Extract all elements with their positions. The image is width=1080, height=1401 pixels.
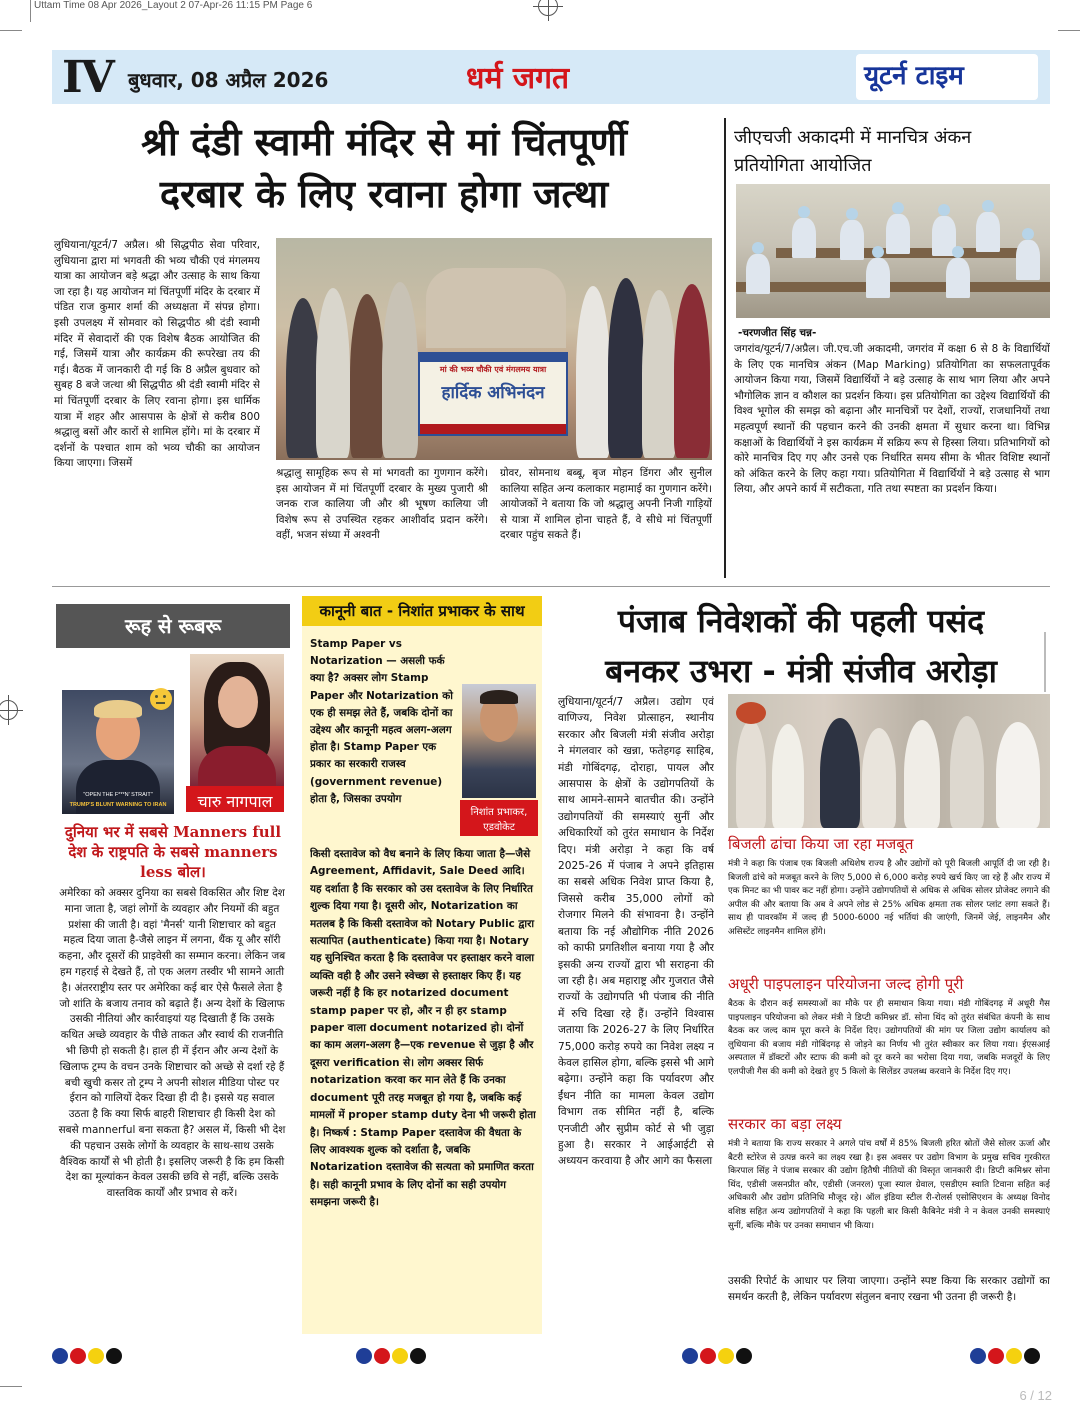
photo-person: [576, 286, 610, 458]
column-subheadline: दुनिया भर में सबसे Manners full देश के राष्ट्रपति के सबसे manners less बोल।: [64, 823, 282, 881]
banner-band: [420, 354, 566, 362]
story3-subhead-3: सरकार का बड़ा लक्ष्य: [728, 1115, 842, 1133]
page-number: IV: [62, 52, 113, 103]
column-title: रूह से रूबरू: [124, 614, 222, 638]
photo-person: [426, 268, 566, 348]
story3-headline-line1: पंजाब निवेशकों की पहली पसंद: [617, 602, 985, 640]
photo-person: [736, 720, 766, 828]
photo-student: [792, 218, 816, 258]
column-divider: [724, 118, 726, 578]
story3-headline: [556, 596, 1046, 696]
lawyer-role: एडवोकेट: [483, 822, 515, 833]
color-dot-red: [374, 1348, 390, 1364]
registration-mark-left: [0, 700, 18, 720]
banner-line2: हार्दिक अभिनंदन: [441, 383, 545, 403]
color-dot-blue: [682, 1348, 698, 1364]
crop-mark: [1058, 30, 1080, 31]
story1-body-col2: श्रद्धालु सामूहिक रूप से मां भगवती का गुणगान करेंगे। इस आयोजन में मां चिंतपूर्णी दरबार के मुख्य पुजारी श्री जनक राज कालिया जी और श्री भूषण कालिया जी विशेष रूप से उपस्थित रहकर आशीर्वाद प्रदान करेंगे। वहीं, भजन संध्या में अश्वनी: [276, 467, 488, 542]
story3-subbody-1: मंत्री ने कहा कि पंजाब एक बिजली अधिशेष राज्य है और उद्योगों को पूरी बिजली आपूर्ति दी जा रही है। बिजली ढांचे को मजबूत करने के लिए 5,000 से 6,000 करोड़ रुपये खर्च किए जा रहे हैं और राज्य में एक मिनट का भी पावर कट नहीं होगा। उन्होंने उद्योगपतियों से अधिक से अधिक सोलर प्रोजेक्ट लगाने की अपील की और बताया कि अब वे अपने लोड से 25% अधिक क्षमता तक सोलर प्लांट लगा सकते हैं। साथ ही पावरकॉम में जल्द ही 5000-6000 नई भर्तियां की जाएंगी, जिनमें जेई, लाइनमैन और असिस्टेंट लाइनमैन शामिल होंगे।: [728, 859, 1050, 937]
photo-student: [1016, 240, 1040, 280]
story1-headline-line1: श्री दंडी स्वामी मंदिर से मां चिंतपूर्णी: [141, 120, 627, 164]
print-slug: Uttam Time 08 Apr 2026_Layout 2 07-Apr-26 11:15 PM Page 6: [34, 0, 313, 11]
photo-student: [976, 212, 1000, 252]
photo-turban: [736, 702, 766, 724]
story3-subbody-2: बैठक के दौरान कई समस्याओं का मौके पर ही समाधान किया गया। मंडी गोबिंदगढ़ में अधूरी गैस पाइपलाइन परियोजना को लेकर मंत्री ने डिप्टी कमिश्नर डॉ. सोना थिंद को तुरंत संबंधित कंपनी के साथ बैठक कर जल्द काम पूरा करने के निर्देश दिए। उद्योगपतियों की मांग पर जिला उद्योग कार्यालय को लुधियाना की बजाय मंडी गोबिंदगढ़ से जोड़ने का निर्णय भी तुरंत स्वीकार कर लिया गया। ईएसआई अस्पताल में डॉक्टरों और स्टाफ की कमी को दूर करने का भरोसा दिया गया, जबकि मजदूरों के लिए एलपीजी गैस की कमी को देखते हुए 5 किलो के सिलेंडर उपलब्ध करवाने के निर्देश दिए गए।: [728, 999, 1050, 1077]
lawyer-name: निशांत प्रभाकर,: [470, 807, 528, 818]
color-dot-red: [70, 1348, 86, 1364]
color-dot-yellow: [718, 1348, 734, 1364]
photo-person: [862, 728, 896, 828]
color-dot-black: [410, 1348, 426, 1364]
color-dot-black: [1024, 1348, 1040, 1364]
story1-headline-line2: दरबार के लिए रवाना होगा जत्था: [159, 172, 609, 216]
story1-body-col1: लुधियाना/यूटर्न/7 अप्रैल। श्री सिद्धपीठ सेवा परिवार, लुधियाना द्वारा मां भगवती की भव्य चौकी एवं मंगलमय यात्रा का आयोजन बड़े श्रद्धा और उत्साह के साथ किया जा रहा है। यह आयोजन मां चिंतपूर्णी मंदिर के दरबार में पंडित राज कुमार शर्मा की अध्यक्षता में संपन्न होगा। इसी उपलक्ष्य में सोमवार को सिद्धपीठ श्री दंडी स्वामी मंदिर में सेवादारों की एक विशेष बैठक आयोजित की गई, जिसमें यात्रा और कार्यक्रम की रूपरेखा तय की गई। बैठक में जानकारी दी गई कि 8 अप्रैल बुधवार को सुबह 8 बजे जत्था श्री सिद्धपीठ श्री दंडी स्वामी मंदिर से मां चिंतपूर्णी दरबार के लिए रवाना होगा। इस धार्मिक यात्रा में शहर और आसपास के क्षेत्रों से करीब 800 श्रद्धालु बसों और कारों से शामिल होंगे। मां के दरबार में दर्शनों के पश्चात शाम को भव्य चौकी का आयोजन किया जाएगा। जिसमें: [54, 239, 260, 470]
banner-band: [420, 424, 566, 434]
crop-mark: [0, 30, 22, 31]
page-header: [52, 50, 1050, 104]
legal-intro: Stamp Paper vs Notarization — असली फर्क क्या है? अक्सर लोग Stamp Paper और Notarization को एक ही समझ लेते हैं, जबकि दोनों का उद्देश्य और कानूनी महत्व अलग-अलग होता है। Stamp Paper एक प्रकार का सरकारी राजस्व (government revenue) होता है, जिसका उपयोग: [310, 638, 453, 805]
color-dot-red: [700, 1348, 716, 1364]
color-dot-yellow: [392, 1348, 408, 1364]
photo-person: [382, 282, 418, 458]
photo-student: [840, 220, 864, 260]
page-reference: 6 / 12: [1019, 1388, 1052, 1401]
story3-headline-line2: बनकर उभरा - मंत्री संजीव अरोड़ा: [605, 652, 997, 690]
story1-group-photo: [276, 238, 712, 460]
story2-classroom-photo: [736, 184, 1050, 318]
color-dot-blue: [52, 1348, 68, 1364]
photo-hair: [94, 700, 142, 718]
story3-closing: उसकी रिपोर्ट के आधार पर लिया जाएगा। उन्होंने स्पष्ट किया कि सरकार उद्योगों का समर्थन करती है, लेकिन पर्यावरण संतुलन बनाए रखना भी उतना ही जरूरी है।: [728, 1275, 1050, 1303]
columnist-name-tag: [186, 786, 284, 812]
photo-desk: [736, 282, 1050, 292]
section-rule: [52, 586, 1050, 587]
color-dot-yellow: [1006, 1348, 1022, 1364]
print-color-bar: [970, 1348, 1054, 1364]
story1-body-col3: ग्रोवर, सोमनाथ बब्बू, बृज मोहन डिंगरा और सुनील कालिया सहित अन्य कलाकार महामाई का गुणगान करेंगे। आयोजकों ने बताया कि जो श्रद्धालु अपनी निजी गाड़ियों से यात्रा में शामिल होना चाहते हैं, वे सीधे मां चिंतपूर्णी दरबार पहुंच सकते हैं।: [500, 467, 712, 542]
crop-mark: [30, 0, 31, 22]
photo-person: [904, 720, 940, 828]
lawyer-name-tag: [460, 800, 538, 836]
columnist-photo: [190, 654, 284, 786]
print-color-bar: [52, 1348, 136, 1364]
crop-mark: [0, 1386, 22, 1387]
photo-person: [350, 294, 384, 458]
photo-person: [950, 716, 984, 828]
color-dot-black: [736, 1348, 752, 1364]
photo-person: [996, 722, 1040, 828]
trump-photo-subcaption: TRUMP'S BLUNT WARNING TO IRAN: [69, 802, 167, 808]
photo-face: [218, 676, 258, 728]
issue-date: बुधवार, 08 अप्रैल 2026: [128, 68, 329, 92]
story2-reporter: -चरणजीत सिंह चन्न-: [738, 327, 817, 339]
felicitation-banner: [418, 352, 568, 436]
masthead-logo: [856, 54, 1038, 100]
trump-photo-caption: "OPEN THE F***N' STRAIT": [83, 792, 153, 798]
section-title: धर्म जगत: [466, 61, 570, 96]
photo-person: [286, 298, 320, 458]
photo-person: [316, 288, 350, 458]
photo-student: [886, 214, 910, 254]
photo-student: [946, 258, 970, 298]
color-dot-black: [106, 1348, 122, 1364]
column-body: अमेरिका को अक्सर दुनिया का सबसे विकसित और शिष्ट देश माना जाता है, जहां लोगों के व्यवहार और नियमों की बहुत प्रशंसा की जाती है। वहां 'मैनर्स' यानी शिष्टाचार को बहुत महत्व दिया जाता है-जैसे लाइन में लगना, थैंक यू और सॉरी कहना, और दूसरों की प्राइवेसी का सम्मान करना। लेकिन जब हम गहराई से देखते हैं, तो एक अलग तस्वीर भी सामने आती है। अंतरराष्ट्रीय स्तर पर अमेरिका कई बार ऐसे फैसले लेता है जो शांति के बजाय तनाव को बढ़ाते हैं। अन्य देशों के खिलाफ उसकी नीतियां और कार्रवाइयां यह दिखाती हैं कि उसके कथित अच्छे व्यवहार के पीछे ताकत और स्वार्थ की राजनीति भी छिपी हो सकती है। हाल ही में ईरान और अन्य देशों के खिलाफ ट्रम्प के वचन उनके शिष्टाचार को अच्छे से दर्शा रहे हैं बची खुची कसर तो ट्रम्प ने अपनी सोशल मीडिया पोस्ट पर ईरान को गालियों देकर दिखा ही दी है। इससे यह सवाल उठता है कि क्या सिर्फ बाहरी शिष्टाचार ही किसी देश को सबसे mannerful बना सकता है? असल में, किसी भी देश की पहचान उसके लोगों के व्यवहार के साथ-साथ उसके वैश्विक कार्यों से भी होती है। इसलिए जरूरी है कि हम किसी देश का मूल्यांकन केवल उसकी छवि से नहीं, बल्कि उसके वास्तविक कार्यों और प्रभाव से करें।: [58, 887, 286, 1200]
column-divider: [1044, 632, 1046, 692]
columnist-name: चारु नागपाल: [197, 792, 273, 811]
color-dot-yellow: [88, 1348, 104, 1364]
legal-body: किसी दस्तावेज को वैध बनाने के लिए किया जाता है—जैसे Agreement, Affidavit, Sale Deed आदि। यह दर्शाता है कि सरकार को उस दस्तावेज के लिए निर्धारित शुल्क दिया गया है। दूसरी ओर, Notarization का मतलब है कि किसी दस्तावेज को Notary Public द्वारा सत्यापित (authenticate) किया गया है। Notary यह सुनिश्चित करता है कि दस्तावेज पर हस्ताक्षर करने वाला व्यक्ति वही है और उसने स्वेच्छा से हस्ताक्षर किए हैं। यह जरूरी नहीं है कि हर notarized document stamp paper पर हो, और न ही हर stamp paper वाला document notarized हो। दोनों का काम अलग-अलग है—एक revenue से जुड़ा है और दूसरा verification से। लोग अक्सर सिर्फ notarization करवा कर मान लेते हैं कि उनका document पूरी तरह मजबूत हो गया है, जबकि कई मामलों में proper stamp duty देना भी जरूरी होता है। निष्कर्ष : Stamp Paper दस्तावेज की वैधता के लिए आवश्यक शुल्क को दर्शाता है, जबकि Notarization दस्तावेज की सत्यता को प्रमाणित करता है। सही कानूनी प्रभाव के लिए दोनों का सही उपयोग समझना जरूरी है।: [310, 848, 536, 1209]
story3-minister-photo: [728, 694, 1050, 828]
story3-body-col1: लुधियाना/यूटर्न/7 अप्रैल। उद्योग एवं वाणिज्य, निवेश प्रोत्साहन, स्थानीय सरकार और बिजली मंत्री संजीव अरोड़ा ने मंगलवार को खन्ना, फतेहगढ़ साहिब, मंडी गोबिंदगढ़, दोराहा, पायल और आसपास के क्षेत्रों के उद्योगपतियों के साथ आमने-सामने बातचीत की। उन्होंने उद्योगपतियों की समस्याएं सुनीं और अधिकारियों को तुरंत समाधान के निर्देश दिए। मंत्री अरोड़ा ने कहा कि वर्ष 2025-26 में पंजाब ने अपने इतिहास का सबसे अधिक निवेश प्राप्त किया है, जिससे करीब 35,000 लोगों को रोजगार मिलने की संभावना है। उन्होंने बताया कि नई औद्योगिक नीति 2026 को काफी प्रगतिशील बनाया गया है और इसकी अन्य राज्यों द्वारा भी सराहना की जा रही है। अब महाराष्ट्र और गुजरात जैसे राज्यों के उद्योगपति भी पंजाब की नीति में रुचि दिखा रहे हैं। उन्होंने विश्वास जताया कि 2026-27 के लिए निर्धारित 75,000 करोड़ रुपये का निवेश लक्ष्य न केवल हासिल होगा, बल्कि इससे भी आगे बढ़ेगा। उन्होंने कहा कि पर्यावरण और ईंधन नीति का मामला केवल उद्योग विभाग तक सीमित नहीं है, बल्कि एनजीटी और सुप्रीम कोर्ट से भी जुड़ा हुआ है। सरकार ने आईआईटी से अध्ययन करवाया है और आगे का फैसला: [558, 696, 714, 1168]
legal-title: कानूनी बात - निशांत प्रभाकर के साथ: [319, 602, 525, 620]
photo-person: [772, 724, 804, 828]
color-dot-blue: [970, 1348, 986, 1364]
banner-line1: मां की भव्य चौकी एवं मंगलमय यात्रा: [439, 365, 547, 374]
story3-subhead-2: अधूरी पाइपलाइन परियोजना जल्द होगी पूरी: [728, 975, 964, 993]
color-dot-blue: [356, 1348, 372, 1364]
story3-subhead-1: बिजली ढांचा किया जा रहा मजबूत: [728, 835, 914, 853]
column-header: [56, 604, 290, 648]
registration-mark-top: [538, 0, 558, 16]
shocked-face-icon: [150, 688, 172, 710]
legal-title-bar: [302, 596, 542, 626]
print-color-bar: [682, 1348, 766, 1364]
print-color-bar: [356, 1348, 440, 1364]
photo-person: [642, 290, 676, 458]
photo-dress: [198, 746, 276, 786]
photo-person: [674, 284, 710, 458]
photo-student: [866, 258, 890, 298]
story2-headline: जीएचजी अकादमी में मानचित्र अंकन प्रतियोगिता आयोजित: [734, 127, 972, 176]
story2-body: जगरांव/यूटर्न/7/अप्रैल। जी.एच.जी अकादमी, जगरांव में कक्षा 6 से 8 के विद्यार्थियों के लिए एक मानचित्र अंकन (Map Marking) प्रतियोगिता का सफलतापूर्वक आयोजन किया गया, जिसमें विद्यार्थियों ने बड़े उत्साह के साथ भाग लिया और अपने भौगोलिक ज्ञान व कौशल का प्रदर्शन किया। इस प्रतियोगिता का उद्देश्य विद्यार्थियों की विश्व भूगोल की समझ को बढ़ाना और मानचित्रों पर देशों, राज्यों, राजधानियों तथा महत्वपूर्ण स्थानों की पहचान करने की उनकी क्षमता में सुधार करना था। विभिन्न कक्षाओं के विद्यार्थियों ने इस कार्यक्रम में सक्रिय रूप से हिस्सा लिया। प्रतिभागियों को कोरे मानचित्र दिए गए और उनसे एक निर्धारित समय सीमा के भीतर विशिष्ट स्थानों को अंकित करने के लिए कहा गया। प्रतियोगिता में विद्यार्थियों ने बड़े उत्साह से भाग लिया, और अपने कार्य में सटीकता, गति तथा स्पष्टता का प्रदर्शन किया।: [734, 343, 1050, 496]
story3-subbody-3: मंत्री ने बताया कि राज्य सरकार ने अगले पांच वर्षों में 85% बिजली हरित स्रोतों जैसे सोलर ऊर्जा और बैटरी स्टोरेज से उत्पन्न करने का लक्ष्य रखा है। इस अवसर पर उद्योग विभाग के प्रमुख सचिव गुरकीरत किरपाल सिंह ने पंजाब सरकार की उद्योग हितैषी नीतियों की विस्तृत जानकारी दी। डिप्टी कमिश्नर सोना थिंद, एडीसी जसनप्रीत कौर, एडीसी (जनरल) पूजा स्याल ग्रेवाल, एसडीएम स्वाति टिवाना सहित कई अधिकारी और उद्योग प्रतिनिधि मौजूद रहे। ऑल इंडिया स्टील री-रोलर्स एसोसिएशन के अध्यक्ष विनोद वशिष्ठ सहित अन्य उद्योगपतियों ने कहा कि पहली बार किसी कैबिनेट मंत्री ने न केवल उनकी समस्याएं सुनीं, बल्कि मौके पर उनका समाधान भी किया।: [728, 1139, 1050, 1231]
photo-hair: [480, 690, 518, 704]
photo-person: [820, 718, 860, 828]
brand-name: यूटर्न टाइम: [864, 61, 964, 91]
photo-person: [608, 278, 644, 458]
color-dot-red: [988, 1348, 1004, 1364]
photo-student: [746, 254, 770, 294]
lawyer-photo: [462, 684, 536, 798]
story1-headline: [54, 116, 714, 220]
